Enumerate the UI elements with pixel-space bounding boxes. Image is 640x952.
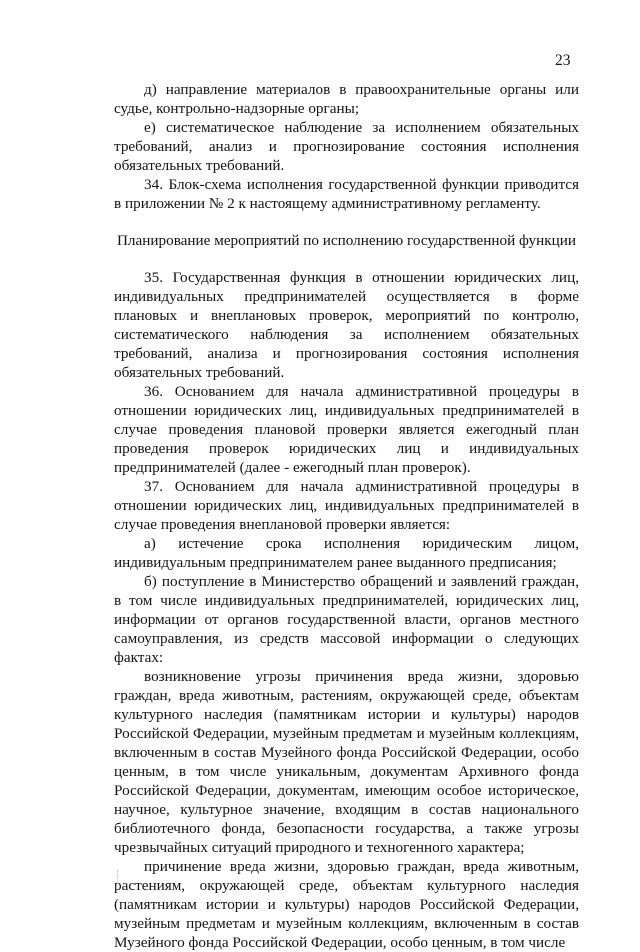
paragraph-d: д) направление материалов в правоохранительные органы или судье, контрольно-надзорные органы; (114, 81, 579, 117)
section-heading: Планирование мероприятий по исполнению государственной функции (116, 232, 577, 249)
document-body (114, 80, 579, 952)
paragraph-37-a: а) истечение срока исполнения юридическим лицом, индивидуальным предпринимателем ранее выданного предписания; (114, 535, 579, 571)
page-number: 23 (555, 52, 571, 69)
paragraph-36: 36. Основанием для начала административной процедуры в отношении юридических лиц, индивидуальных предпринимателей в случае проведения плановой проверки является ежегодный план проведения проверок юридических лиц и индивидуальных предпринимателей (далее - ежегодный план проверок). (114, 383, 579, 476)
paragraph-34: 34. Блок-схема исполнения государственной функции приводится в приложении № 2 к настоящему административному регламенту. (114, 176, 579, 212)
paragraph-35: 35. Государственная функция в отношении юридических лиц, индивидуальных предпринимателей осуществляется в форме плановых и внеплановых проверок, мероприятий по контролю, систематического наблюдения за исполнением обязательных требований, анализа и прогнозирования состояния исполнения обязательных требований. (114, 269, 579, 381)
scan-speck (117, 870, 119, 884)
paragraph-threat: возникновение угрозы причинения вреда жизни, здоровью граждан, вреда животным, растениям, окружающей среде, объектам культурного наследия (памятникам истории и культуры) народов Российской Федерации, музейным предметам и музейным коллекциям, включенным в состав Музейного фонда Российской Федерации, особо ценным, в том числе уникальным, документам Архивного фонда Российской Федерации, документам, имеющим особое историческое, научное, культурное значение, входящим в состав национального библиотечного фонда, безопасности государства, а также угрозы чрезвычайных ситуаций природного и техногенного характера; (114, 668, 579, 856)
paragraph-37: 37. Основанием для начала административной процедуры в отношении юридических лиц, индивидуальных предпринимателей в случае проведения внеплановой проверки является: (114, 478, 579, 533)
paragraph-37-b: б) поступление в Министерство обращений и заявлений граждан, в том числе индивидуальных предпринимателей, юридических лиц, информации от органов государственной власти, органов местного самоуправления, из средств массовой информации о следующих фактах: (114, 573, 579, 666)
paragraph-harm: причинение вреда жизни, здоровью граждан, вреда животным, растениям, окружающей среде, объектам культурного наследия (памятникам истории и культуры) народов Российской Федерации, музейным предметам и музейным коллекциям, включенным в состав Музейного фонда Российской Федерации, особо ценным, в том числе (114, 858, 579, 951)
paragraph-e: е) систематическое наблюдение за исполнением обязательных требований, анализ и прогнозирование состояния исполнения обязательных требований. (114, 119, 579, 174)
